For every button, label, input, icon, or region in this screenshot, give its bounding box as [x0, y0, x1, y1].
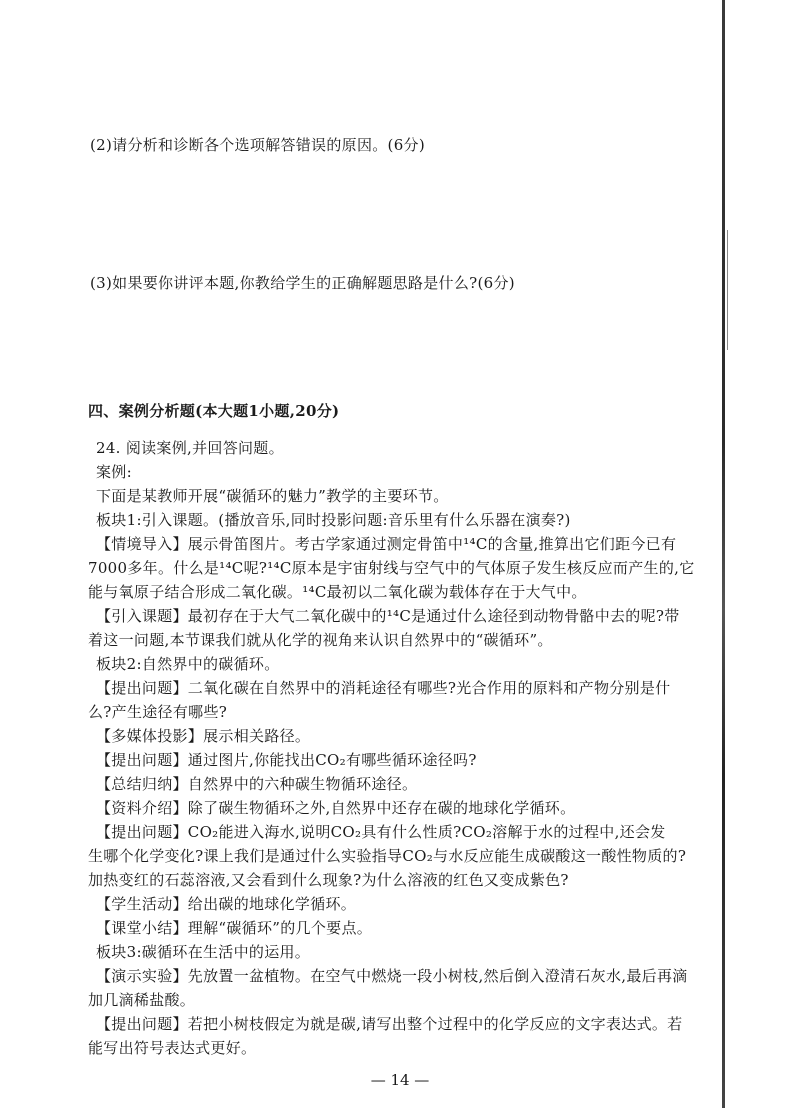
- question-2: (2)请分析和诊断各个选项解答错误的原因。(6分): [90, 136, 425, 154]
- case-paragraph: 【总结归纳】自然界中的六种碳生物循环途径。: [96, 775, 418, 793]
- case-paragraph: 【情境导入】展示骨笛图片。考古学家通过测定骨笛中¹⁴C的含量,推算出它们距今已有: [96, 535, 677, 553]
- case-paragraph: 生哪个化学变化?课上我们是通过什么实验指导CO₂与水反应能生成碳酸这一酸性物质的?: [88, 847, 687, 865]
- case-paragraph: 7000多年。什么是¹⁴C呢?¹⁴C原本是宇宙射线与空气中的气体原子发生核反应而产生的,它: [88, 559, 695, 577]
- case-paragraph: 【多媒体投影】展示相关路径。: [96, 727, 311, 745]
- case-label: 案例:: [96, 463, 132, 481]
- case-paragraph: 【提出问题】CO₂能进入海水,说明CO₂具有什么性质?CO₂溶解于水的过程中,还会发: [96, 823, 666, 841]
- case-paragraph: 板块2:自然界中的碳循环。: [96, 655, 280, 673]
- case-paragraph: 能写出符号表达式更好。: [88, 1039, 257, 1057]
- case-paragraph: 【学生活动】给出碳的地球化学循环。: [96, 895, 357, 913]
- case-paragraph: 加几滴稀盐酸。: [88, 991, 196, 1009]
- case-paragraph: 着这一问题,本节课我们就从化学的视角来认识自然界中的“碳循环”。: [88, 631, 553, 649]
- section-title: 四、案例分析题(本大题1小题,20分): [88, 402, 340, 420]
- case-paragraph: 【课堂小结】理解“碳循环”的几个要点。: [96, 919, 373, 937]
- case-paragraph: 【资料介绍】除了碳生物循环之外,自然界中还存在碳的地球化学循环。: [96, 799, 576, 817]
- case-paragraph: 【引入课题】最初存在于大气二氧化碳中的¹⁴C是通过什么途径到动物骨骼中去的呢?带: [96, 607, 680, 625]
- case-paragraph: 板块3:碳循环在生活中的运用。: [96, 943, 311, 961]
- case-paragraph: 【演示实验】先放置一盆植物。在空气中燃烧一段小树枝,然后倒入澄清石灰水,最后再滴: [96, 967, 688, 985]
- scan-edge-mark: [727, 230, 728, 350]
- scan-edge-line: [722, 0, 725, 1108]
- case-paragraph: 【提出问题】二氧化碳在自然界中的消耗途径有哪些?光合作用的原料和产物分别是什: [96, 679, 671, 697]
- question-3: (3)如果要你讲评本题,你教给学生的正确解题思路是什么?(6分): [90, 274, 515, 292]
- page-number: — 14 —: [370, 1071, 430, 1089]
- question-24-intro: 24. 阅读案例,并回答问题。: [96, 439, 284, 457]
- case-paragraph: 下面是某教师开展“碳循环的魅力”教学的主要环节。: [96, 487, 449, 505]
- case-paragraph: 加热变红的石蕊溶液,又会看到什么现象?为什么溶液的红色又变成紫色?: [88, 871, 569, 889]
- case-paragraph: 【提出问题】通过图片,你能找出CO₂有哪些循环途径吗?: [96, 751, 477, 769]
- case-paragraph: 板块1:引入课题。(播放音乐,同时投影问题:音乐里有什么乐器在演奏?): [96, 511, 571, 529]
- case-paragraph: 么?产生途径有哪些?: [88, 703, 228, 721]
- case-paragraph: 【提出问题】若把小树枝假定为就是碳,请写出整个过程中的化学反应的文字表达式。若: [96, 1015, 683, 1033]
- case-paragraph: 能与氧原子结合形成二氧化碳。¹⁴C最初以二氧化碳为载体存在于大气中。: [88, 583, 587, 601]
